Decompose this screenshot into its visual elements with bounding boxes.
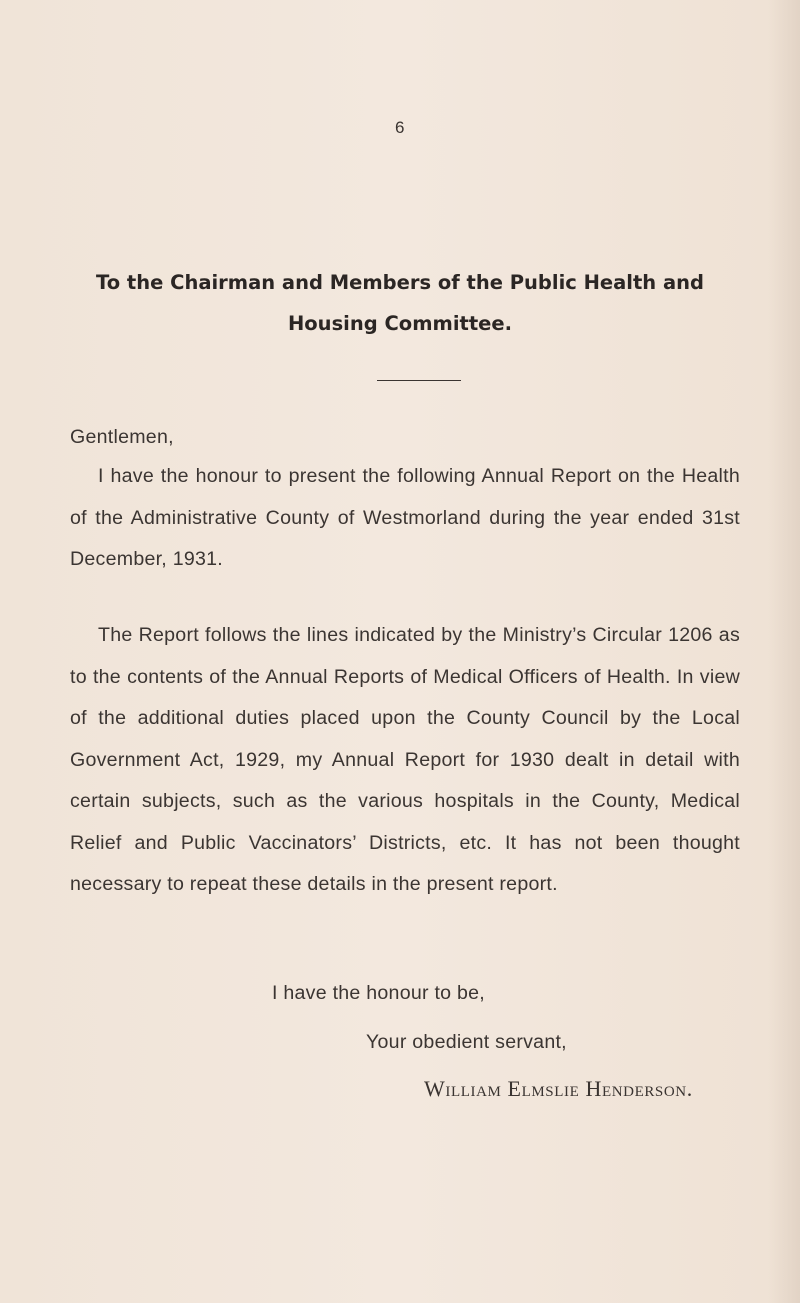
- closing-line-2: Your obedient servant,: [366, 1031, 567, 1053]
- heading-line-1: To the Chairman and Members of the Public Health and: [96, 271, 704, 294]
- page-number: 6: [395, 118, 405, 137]
- letter-heading: [80, 262, 720, 344]
- closing-line-1: I have the honour to be,: [272, 982, 485, 1004]
- signature: William Elmslie Henderson.: [424, 1076, 693, 1101]
- paragraph-1: I have the honour to present the following Annual Report on the Health of the Administrative County of Westmorland during the year ended 31st December, 1931.: [70, 465, 740, 570]
- heading-line-2: Housing Committee.: [287, 312, 513, 335]
- divider-rule: [377, 380, 461, 381]
- paragraph-2: The Report follows the lines indicated by the Ministry’s Circular 1206 as to the contents of the Annual Reports of Medical Officers of Health. In view of the additional duties placed upon the County Council by the Local Government Act, 1929, my Annual Report for 1930 dealt in detail with certain subjects, such as the various hospitals in the County, Medical Relief and Public Vaccinators’ Districts, etc. It has not been thought necessary to repeat these details in the present report.: [70, 624, 740, 895]
- salutation: Gentlemen,: [70, 426, 174, 448]
